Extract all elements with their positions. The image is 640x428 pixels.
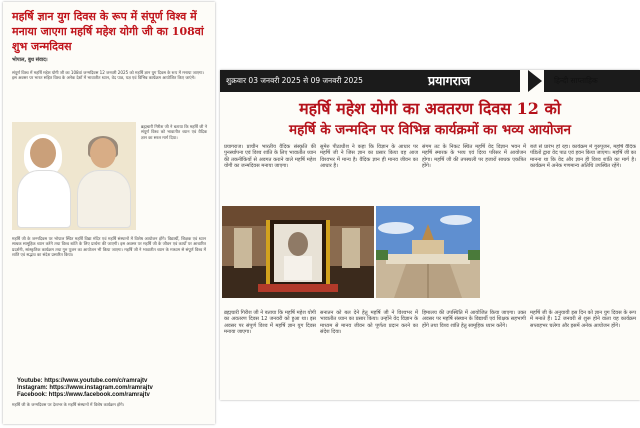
left-intro-text: संपूर्ण विश्व में महर्षि महेश योगी जी का 108वां जन्मदिवस 12 जनवरी 2025 को महर्षि ज्ञान युग दिवस के रूप में मनाया जाएगा। इस अवसर पर भारत सहित विश्व के अनेक देशों में भावातीत ध्यान, वेद पाठ, यज्ञ एवं विभिन्न कार्यक्रम आयोजित किए जाएंगे। — [12, 70, 204, 81]
youtube-link[interactable]: Youtube: https://www.youtube.com/c/ramrajtv — [17, 378, 148, 384]
memorial-room-photo — [222, 206, 374, 298]
left-newspaper-clipping — [3, 2, 215, 424]
right-col-2: सुमेरु पीठाधीश ने कहा कि विज्ञान के आधार पर महर्षि जी ने जिस ज्ञान का प्रसार किया वह आज विश्वभर में मान्य है। वैदिक ज्ञान ही मानव जीवन का आधार है। — [320, 144, 418, 170]
social-links — [17, 378, 153, 399]
right-bottom-2: सनातन को बल देने हेतु महर्षि जी ने विश्वभर में भावातीत ध्यान का प्रसार किया। उन्होंने वेद विज्ञान के माध्यम से मानव जीवन को पूर्णता प्रदान करने का संदेश दिया। — [320, 310, 418, 336]
memorial-building-photo — [376, 206, 480, 298]
weekly-label: हिन्दी साप्ताहिक — [554, 76, 598, 85]
right-col-3: संगम तट के निकट स्थित महर्षि वेद विज्ञान भवन में महर्षि स्मारक के भव्य एवं दिव्य परिसर में आयोजन होगा। महर्षि जी की तपस्थली पर हजारों साधक एकत्रित होंगे। — [422, 144, 526, 170]
gurus-photo — [12, 122, 136, 230]
left-body-text: महर्षि जी के जन्मदिवस पर भोपाल स्थित महर्षि विद्या मंदिर एवं महर्षि संस्थानों में विशेष आयोजन होंगे। विद्यार्थी, शिक्षक एवं ध्यान साधक सामूहिक ध्यान करेंगे तथा विश्व शांति के लिए प्रार्थना की जाएगी। इस अवसर पर महर्षि जी के जीवन एवं कार्यों पर आधारित प्रदर्शनी, सांस्कृतिक कार्यक्रम तथा गुरु पूजन का आयोजन भी किया जाएगा। महर्षि जी ने भावातीत ध्यान के माध्यम से संपूर्ण विश्व में शांति एवं सद्भाव का संदेश प्रसारित किया। — [12, 236, 206, 257]
left-footer-text: महर्षि जी के जन्मदिवस पर देशभर के महर्षि संस्थानों में विशेष कार्यक्रम होंगे। — [12, 402, 125, 407]
brahmachari-portrait — [74, 126, 132, 226]
right-subheadline: महर्षि के जन्मदिन पर विभिन्न कार्यक्रमों का भव्य आयोजन — [289, 122, 571, 138]
right-bottom-4: महर्षि जी के अनुयायी इस दिन को ज्ञान युग दिवस के रूप में मनाते हैं। 12 जनवरी से शुरू होने वाला यह कार्यक्रम सप्ताहभर चलेगा और इसमें अनेक आयोजन होंगे। — [530, 310, 636, 329]
left-dateline: भोपाल, बुध संवाद। — [12, 57, 48, 63]
facebook-link[interactable]: Facebook: https://www.facebook.com/ramrajtv — [17, 392, 150, 398]
instagram-link[interactable]: Instagram: https://www.instagram.com/ramrajtv — [17, 385, 153, 391]
right-newspaper-clipping — [220, 70, 640, 400]
right-col-4: बजे से प्रारंभ हो रहा। कार्यक्रम में गुरुपूजन, महर्षि वैदिक पंडितों द्वारा वेद पाठ एवं हवन किया जाएगा। महर्षि जी का मानना था कि वेद और ज्ञान ही विश्व शांति का मार्ग है। कार्यक्रम में अनेक गणमान्य अतिथि उपस्थित रहेंगे। — [530, 144, 636, 170]
masthead: प्रयागराज — [428, 73, 471, 88]
date-range: शुक्रवार 03 जनवरी 2025 से 09 जनवरी 2025 — [226, 76, 363, 85]
right-headline: महर्षि महेश योगी का अवतरण दिवस 12 को — [299, 99, 561, 118]
right-col-1: प्रयागराज। प्राचीन भारतीय वैदिक संस्कृति की पुनर्स्थापना एवं विश्व शांति के लिए भावातीत ध्यान की तकनीकियों से अवगत कराने वाले महर्षि महेश योगी का जन्मदिवस मनाया जाएगा। — [224, 144, 316, 170]
header-arrow — [528, 70, 542, 92]
right-bottom-1: ब्रह्मचारी गिरीश जी ने बताया कि महर्षि महेश योगी का अवतरण दिवस 12 जनवरी को हुआ था। इस अवसर पर संपूर्ण विश्व में महर्षि ज्ञान युग दिवस मनाया जाएगा। — [224, 310, 316, 336]
left-side-text: ब्रह्मचारी गिरीश जी ने बताया कि महर्षि जी ने संपूर्ण विश्व को भावातीत ध्यान एवं वैदिक ज्ञान का सरल मार्ग दिया। — [141, 124, 207, 140]
left-headline: महर्षि ज्ञान युग दिवस के रूप में संपूर्ण विश्व में मनाया जाएगा महर्षि महेश योगी जी का 108वां शुभ जन्मदिवस — [12, 10, 204, 53]
maharishi-portrait — [14, 126, 72, 226]
right-bottom-3: हिमालय की उपस्थिति में आयोजित किया जाएगा। उक्त अवसर पर महर्षि संस्थान के विद्यार्थी एवं शिक्षक सहभागी होंगे तथा विश्व शांति हेतु सामूहिक ध्यान करेंगे। — [422, 310, 526, 329]
